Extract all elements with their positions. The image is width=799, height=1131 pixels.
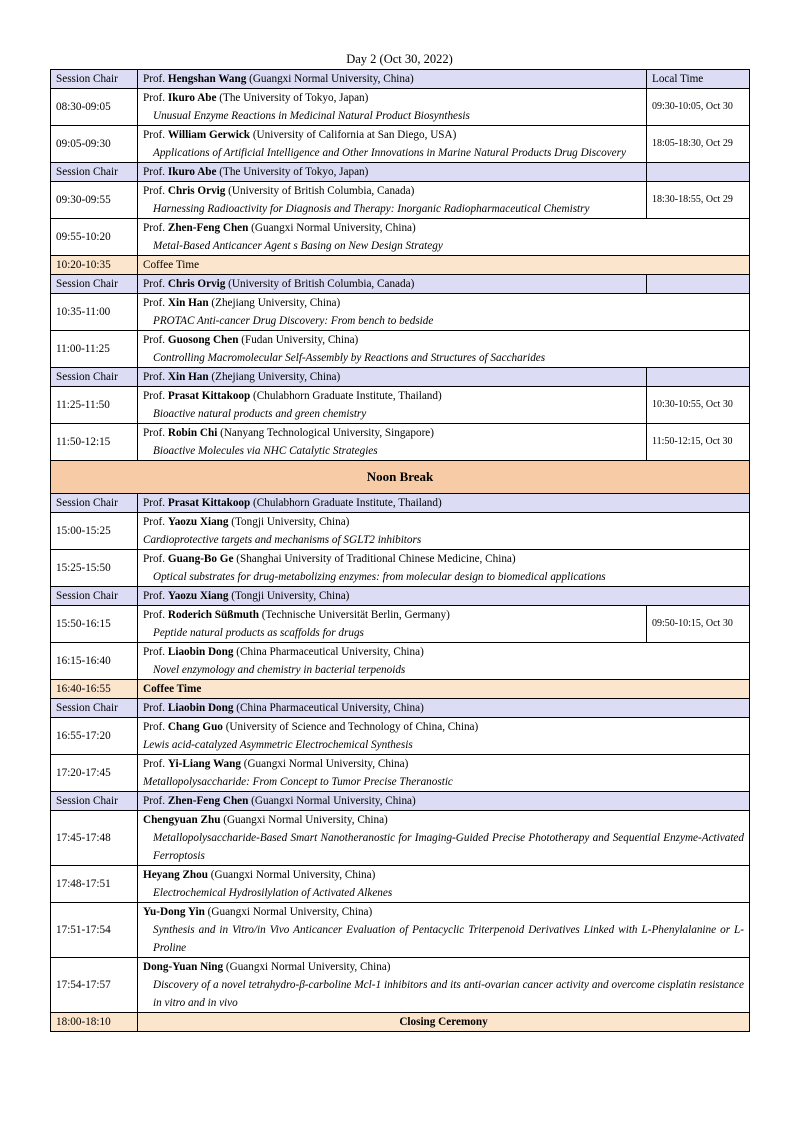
prefix: Prof. (143, 516, 166, 528)
prefix: Prof. (143, 73, 166, 85)
speaker-name: Ikuro Abe (167, 166, 217, 178)
time-cell: 15:00-15:25 (51, 513, 138, 550)
talk-row (51, 294, 750, 331)
time-cell: Session Chair (51, 163, 138, 182)
speaker-line (143, 219, 744, 237)
closing-label: Closing Ceremony (138, 1013, 750, 1032)
time-cell: 10:20-10:35 (51, 256, 138, 275)
local-time-cell: 10:30-10:55, Oct 30 (647, 387, 750, 424)
speaker-cell (138, 866, 750, 903)
time-cell: 11:25-11:50 (51, 387, 138, 424)
time-cell: Session Chair (51, 699, 138, 718)
speaker-line (143, 126, 641, 144)
session-chair-row (51, 275, 750, 294)
speaker-cell (138, 89, 647, 126)
talk-title: Synthesis and in Vitro/in Vivo Anticancer Evaluation of Pentacyclic Triterpenoid Derivatives Linked with L-Phenylalanine or L-Proline (153, 924, 744, 954)
talk-title: Applications of Artificial Intelligence and Other Innovations in Marine Natural Products Drug Discovery (153, 147, 626, 159)
prefix: Prof. (143, 553, 166, 565)
speaker-name: William Gerwick (167, 129, 251, 141)
speaker-name: Xin Han (167, 371, 209, 383)
talk-row (51, 903, 750, 958)
speaker-name: Yaozu Xiang (167, 590, 229, 602)
prefix: Prof. (143, 795, 166, 807)
talk-title: Bioactive natural products and green chemistry (153, 408, 367, 420)
affiliation: (University of British Columbia, Canada) (228, 185, 415, 197)
speaker-name: Robin Chi (167, 427, 218, 439)
speaker-name: Guang-Bo Ge (167, 553, 234, 565)
speaker-cell (138, 126, 647, 163)
time-cell: Session Chair (51, 587, 138, 606)
speaker-cell (138, 718, 750, 755)
session-chair-row (51, 494, 750, 513)
chair-cell (138, 699, 750, 718)
talk-title: Controlling Macromolecular Self-Assembly by Reactions and Structures of Saccharides (153, 352, 546, 364)
time-cell: 09:05-09:30 (51, 126, 138, 163)
talk-row (51, 424, 750, 461)
prefix: Prof. (143, 390, 166, 402)
speaker-name: Guosong Chen (167, 334, 239, 346)
time-cell: Session Chair (51, 368, 138, 387)
speaker-line (143, 424, 641, 442)
affiliation: (The University of Tokyo, Japan) (219, 92, 369, 104)
speaker-name: Roderich Süßmuth (167, 609, 259, 621)
speaker-name: Zhen-Feng Chen (167, 222, 249, 234)
prefix: Prof. (143, 758, 166, 770)
speaker-line (143, 387, 641, 405)
prefix: Prof. (143, 427, 166, 439)
time-cell: 17:48-17:51 (51, 866, 138, 903)
talk-title: Bioactive Molecules via NHC Catalytic Strategies (153, 445, 378, 457)
speaker-name: Hengshan Wang (167, 73, 247, 85)
talk-title: Peptide natural products as scaffolds for drugs (153, 627, 364, 639)
prefix: Prof. (143, 702, 166, 714)
affiliation: (Technische Universität Berlin, Germany) (261, 609, 450, 621)
affiliation: (Guangxi Normal University, China) (207, 906, 373, 918)
talk-row (51, 219, 750, 256)
talk-row (51, 811, 750, 866)
talk-title: Unusual Enzyme Reactions in Medicinal Natural Product Biosynthesis (153, 110, 470, 122)
talk-title: Metallopolysaccharide-Based Smart Nanotheranostic for Imaging-Guided Precise Phototherapy and Sequential Enzyme-Activated Ferroptosis (153, 832, 744, 862)
speaker-name: Xin Han (167, 297, 209, 309)
page-title: Day 2 (Oct 30, 2022) (346, 52, 453, 66)
local-time-cell: 18:30-18:55, Oct 29 (647, 182, 750, 219)
talk-row (51, 126, 750, 163)
speaker-cell (138, 811, 750, 866)
speaker-line (143, 755, 744, 773)
chair-cell (138, 792, 750, 811)
speaker-cell (138, 606, 647, 643)
prefix: Prof. (143, 222, 166, 234)
local-time-cell (647, 275, 750, 294)
local-time-header: Local Time (647, 70, 750, 89)
affiliation: (Guangxi Normal University, China) (225, 961, 391, 973)
prefix: Prof. (143, 92, 166, 104)
time-cell: 08:30-09:05 (51, 89, 138, 126)
local-time-cell (647, 163, 750, 182)
coffee-row (51, 680, 750, 699)
speaker-name: Liaobin Dong (167, 702, 234, 714)
talk-row (51, 550, 750, 587)
speaker-line (143, 513, 744, 531)
affiliation: (Tongji University, China) (231, 516, 350, 528)
talk-row (51, 89, 750, 126)
talk-row (51, 643, 750, 680)
time-cell: Session Chair (51, 275, 138, 294)
talk-row (51, 718, 750, 755)
speaker-line (143, 903, 744, 921)
noon-break-row (51, 461, 750, 494)
time-cell: 10:35-11:00 (51, 294, 138, 331)
speaker-name: Prasat Kittakoop (167, 497, 251, 509)
talk-title: Optical substrates for drug-metabolizing enzymes: from molecular design to biomedical applications (153, 571, 606, 583)
talk-title: Metallopolysaccharide: From Concept to Tumor Precise Theranostic (143, 776, 453, 788)
session-chair-row (51, 163, 750, 182)
talk-title: Cardioprotective targets and mechanisms of SGLT2 inhibitors (143, 534, 422, 546)
affiliation: (Shanghai University of Traditional Chinese Medicine, China) (236, 553, 516, 565)
time-cell: 11:50-12:15 (51, 424, 138, 461)
prefix: Prof. (143, 609, 166, 621)
prefix: Prof. (143, 590, 166, 602)
chair-cell (138, 494, 750, 513)
time-cell: 15:50-16:15 (51, 606, 138, 643)
speaker-name: Ikuro Abe (167, 92, 217, 104)
talk-title: PROTAC Anti-cancer Drug Discovery: From bench to bedside (153, 315, 434, 327)
time-cell: Session Chair (51, 494, 138, 513)
affiliation: (University of British Columbia, Canada) (228, 278, 415, 290)
speaker-name: Chengyuan Zhu (143, 814, 221, 826)
talk-title: Metal-Based Anticancer Agent s Basing on New Design Strategy (153, 240, 443, 252)
prefix: Prof. (143, 278, 166, 290)
talk-row (51, 513, 750, 550)
affiliation: (Guangxi Normal University, China) (249, 73, 414, 85)
speaker-cell (138, 643, 750, 680)
affiliation: (Guangxi Normal University, China) (251, 222, 416, 234)
header-row (51, 70, 750, 89)
affiliation: (Chulabhorn Graduate Institute, Thailand) (253, 497, 442, 509)
speaker-line (143, 866, 744, 884)
speaker-line (143, 294, 744, 312)
time-cell: Session Chair (51, 792, 138, 811)
speaker-name: Heyang Zhou (143, 869, 208, 881)
prefix: Prof. (143, 371, 166, 383)
speaker-name: Yu-Dong Yin (143, 906, 205, 918)
prefix: Prof. (143, 185, 166, 197)
time-cell: 17:54-17:57 (51, 958, 138, 1013)
prefix: Prof. (143, 297, 166, 309)
time-cell: 16:15-16:40 (51, 643, 138, 680)
speaker-name: Liaobin Dong (167, 646, 234, 658)
speaker-name: Chris Orvig (167, 278, 226, 290)
time-cell: 18:00-18:10 (51, 1013, 138, 1032)
time-cell: 11:00-11:25 (51, 331, 138, 368)
session-chair-row (51, 699, 750, 718)
local-time-cell: 18:05-18:30, Oct 29 (647, 126, 750, 163)
time-cell: 09:55-10:20 (51, 219, 138, 256)
chair-cell (138, 587, 750, 606)
speaker-cell (138, 958, 750, 1013)
talk-row (51, 958, 750, 1013)
affiliation: (Guangxi Normal University, China) (223, 814, 388, 826)
coffee-row (51, 256, 750, 275)
talk-row (51, 866, 750, 903)
coffee-label: Coffee Time (138, 680, 750, 699)
chair-cell (138, 163, 647, 182)
speaker-cell (138, 387, 647, 424)
speaker-cell (138, 550, 750, 587)
speaker-line (143, 811, 744, 829)
session-chair-row (51, 792, 750, 811)
talk-title: Harnessing Radioactivity for Diagnosis and Therapy: Inorganic Radiopharmaceutical Chemistry (153, 203, 590, 215)
talk-row (51, 606, 750, 643)
speaker-cell (138, 331, 750, 368)
local-time-cell (647, 368, 750, 387)
chair-cell (138, 70, 647, 89)
speaker-name: Yaozu Xiang (167, 516, 229, 528)
speaker-cell (138, 755, 750, 792)
affiliation: (China Pharmaceutical University, China) (236, 702, 424, 714)
talk-row (51, 331, 750, 368)
speaker-name: Dong-Yuan Ning (143, 961, 224, 973)
affiliation: (Nanyang Technological University, Singapore) (220, 427, 435, 439)
speaker-cell (138, 513, 750, 550)
speaker-line (143, 958, 744, 976)
speaker-line (143, 550, 744, 568)
talk-row (51, 182, 750, 219)
affiliation: (Guangxi Normal University, China) (210, 869, 376, 881)
coffee-label: Coffee Time (138, 256, 750, 275)
speaker-line (143, 718, 744, 736)
noon-break-label: Noon Break (51, 461, 750, 494)
time-cell: 16:55-17:20 (51, 718, 138, 755)
chair-cell (138, 275, 647, 294)
affiliation: (Tongji University, China) (231, 590, 350, 602)
talk-title: Discovery of a novel tetrahydro-β-carboline Mcl-1 inhibitors and its anti-ovarian cancer activity and overcome cisplatin resistance in vitro and in vivo (153, 979, 744, 1009)
speaker-name: Yi-Liang Wang (167, 758, 241, 770)
chair-cell (138, 368, 647, 387)
time-cell: 09:30-09:55 (51, 182, 138, 219)
talk-row (51, 387, 750, 424)
local-time-cell: 09:30-10:05, Oct 30 (647, 89, 750, 126)
affiliation: (Zhejiang University, China) (211, 371, 341, 383)
local-time-cell: 09:50-10:15, Oct 30 (647, 606, 750, 643)
affiliation: (China Pharmaceutical University, China) (236, 646, 424, 658)
speaker-cell (138, 424, 647, 461)
speaker-line (143, 182, 641, 200)
affiliation: (Fudan University, China) (241, 334, 359, 346)
time-cell: Session Chair (51, 70, 138, 89)
speaker-cell (138, 182, 647, 219)
prefix: Prof. (143, 129, 166, 141)
affiliation: (Guangxi Normal University, China) (251, 795, 416, 807)
affiliation: (Chulabhorn Graduate Institute, Thailand) (253, 390, 442, 402)
affiliation: (University of California at San Diego, USA) (252, 129, 457, 141)
affiliation: (Guangxi Normal University, China) (243, 758, 409, 770)
speaker-name: Chang Guo (167, 721, 223, 733)
session-chair-row (51, 368, 750, 387)
talk-title: Novel enzymology and chemistry in bacterial terpenoids (153, 664, 406, 676)
speaker-line (143, 331, 744, 349)
closing-row (51, 1013, 750, 1032)
prefix: Prof. (143, 721, 166, 733)
speaker-name: Zhen-Feng Chen (167, 795, 249, 807)
speaker-cell (138, 219, 750, 256)
talk-title: Lewis acid-catalyzed Asymmetric Electrochemical Synthesis (143, 739, 413, 751)
prefix: Prof. (143, 497, 166, 509)
local-time-cell: 11:50-12:15, Oct 30 (647, 424, 750, 461)
speaker-name: Chris Orvig (167, 185, 226, 197)
talk-row (51, 755, 750, 792)
session-chair-row (51, 587, 750, 606)
speaker-line (143, 89, 641, 107)
time-cell: 15:25-15:50 (51, 550, 138, 587)
time-cell: 17:20-17:45 (51, 755, 138, 792)
speaker-cell (138, 903, 750, 958)
time-cell: 17:51-17:54 (51, 903, 138, 958)
schedule-table (50, 69, 750, 1032)
speaker-line (143, 643, 744, 661)
time-cell: 17:45-17:48 (51, 811, 138, 866)
time-cell: 16:40-16:55 (51, 680, 138, 699)
prefix: Prof. (143, 334, 166, 346)
speaker-cell (138, 294, 750, 331)
affiliation: (Zhejiang University, China) (211, 297, 341, 309)
talk-title: Electrochemical Hydrosilylation of Activated Alkenes (153, 887, 393, 899)
speaker-name: Prasat Kittakoop (167, 390, 251, 402)
affiliation: (The University of Tokyo, Japan) (219, 166, 369, 178)
prefix: Prof. (143, 166, 166, 178)
affiliation: (University of Science and Technology of China, China) (225, 721, 479, 733)
prefix: Prof. (143, 646, 166, 658)
speaker-line (143, 606, 641, 624)
